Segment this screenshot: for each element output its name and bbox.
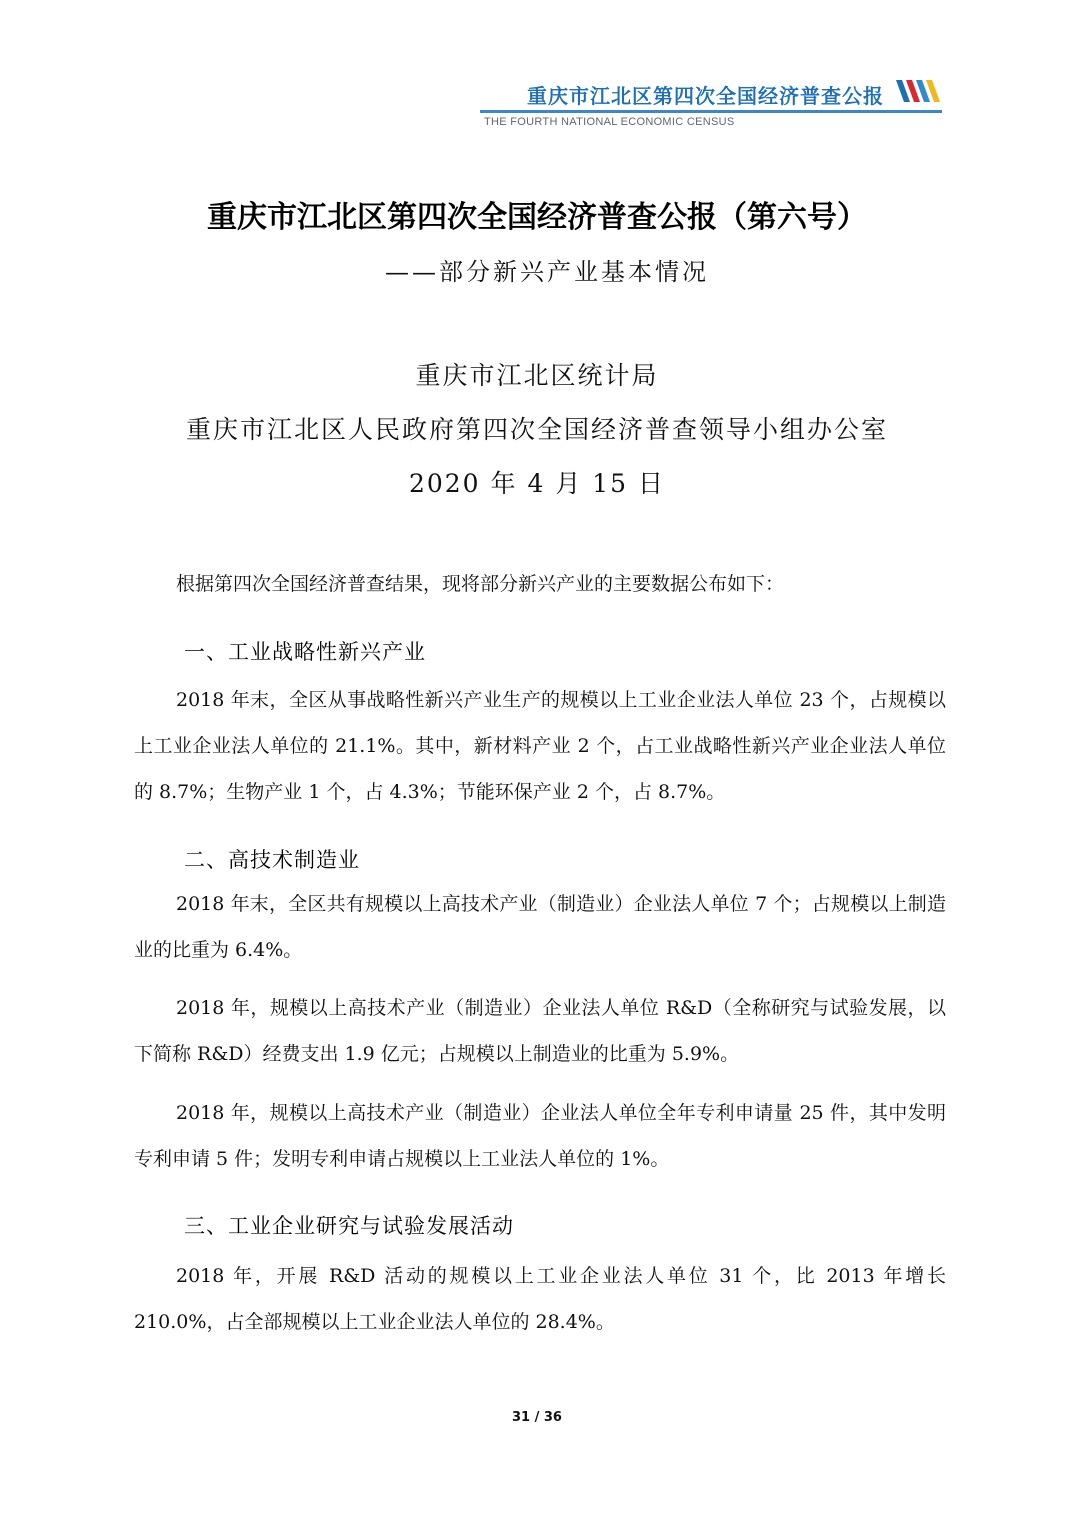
issuer-statistics-bureau: 重庆市江北区统计局 xyxy=(415,361,659,390)
header-rule xyxy=(480,110,942,113)
page-header xyxy=(0,0,1074,140)
section-2-paragraph-1: 2018 年末，全区共有规模以上高技术产业（制造业）企业法人单位 7 个；占规模以上制造业的比重为 6.4%。 xyxy=(134,893,946,961)
publication-date: 2020 年 4 月 15 日 xyxy=(408,469,666,498)
section-2-paragraph-2: 2018 年，规模以上高技术产业（制造业）企业法人单位 R&D（全称研究与试验发展，以下简称 R&D）经费支出 1.9 亿元；占规模以上制造业的比重为 5.9%。 xyxy=(134,997,946,1065)
section-heading-2: 二、高技术制造业 xyxy=(184,848,360,872)
issuer-census-office: 重庆市江北区人民政府第四次全国经济普查领导小组办公室 xyxy=(185,415,888,444)
section-heading-1: 一、工业战略性新兴产业 xyxy=(184,640,426,664)
intro-paragraph: 根据第四次全国经济普查结果，现将部分新兴产业的主要数据公布如下： xyxy=(176,573,785,595)
header-title: 重庆市江北区第四次全国经济普查公报 xyxy=(527,84,884,108)
section-1-paragraph-1: 2018 年末，全区从事战略性新兴产业生产的规模以上工业企业法人单位 23 个，占规模以上工业企业法人单位的 21.1%。其中，新材料产业 2 个，占工业战略性新兴产业企业法人单位的 8.7%；生物产业 1 个，占 4.3%；节能环保产业 2 个，占 8.7%。 xyxy=(134,689,946,803)
section-2-body-a xyxy=(134,881,946,973)
section-2-body-c xyxy=(134,1090,946,1182)
section-heading-3: 三、工业企业研究与试验发展活动 xyxy=(184,1214,514,1238)
section-2-paragraph-3: 2018 年，规模以上高技术产业（制造业）企业法人单位全年专利申请量 25 件，其中发明专利申请 5 件；发明专利申请占规模以上工业法人单位的 1%。 xyxy=(134,1102,946,1170)
header-subtitle: THE FOURTH NATIONAL ECONOMIC CENSUS xyxy=(484,116,735,128)
section-2-body-b xyxy=(134,985,946,1077)
document-subtitle: ——部分新兴产业基本情况 xyxy=(385,258,709,286)
header-stripes-logo xyxy=(894,78,942,104)
section-1-body xyxy=(134,677,946,815)
intro-block xyxy=(134,561,946,607)
page-number: 31 / 36 xyxy=(512,1410,562,1425)
section-3-body xyxy=(134,1253,946,1345)
section-3-paragraph-1: 2018 年，开展 R&D 活动的规模以上工业企业法人单位 31 个，比 2013 年增长 210.0%，占全部规模以上工业企业法人单位的 28.4%。 xyxy=(134,1265,946,1333)
document-title: 重庆市江北区第四次全国经济普查公报（第六号） xyxy=(207,200,867,235)
